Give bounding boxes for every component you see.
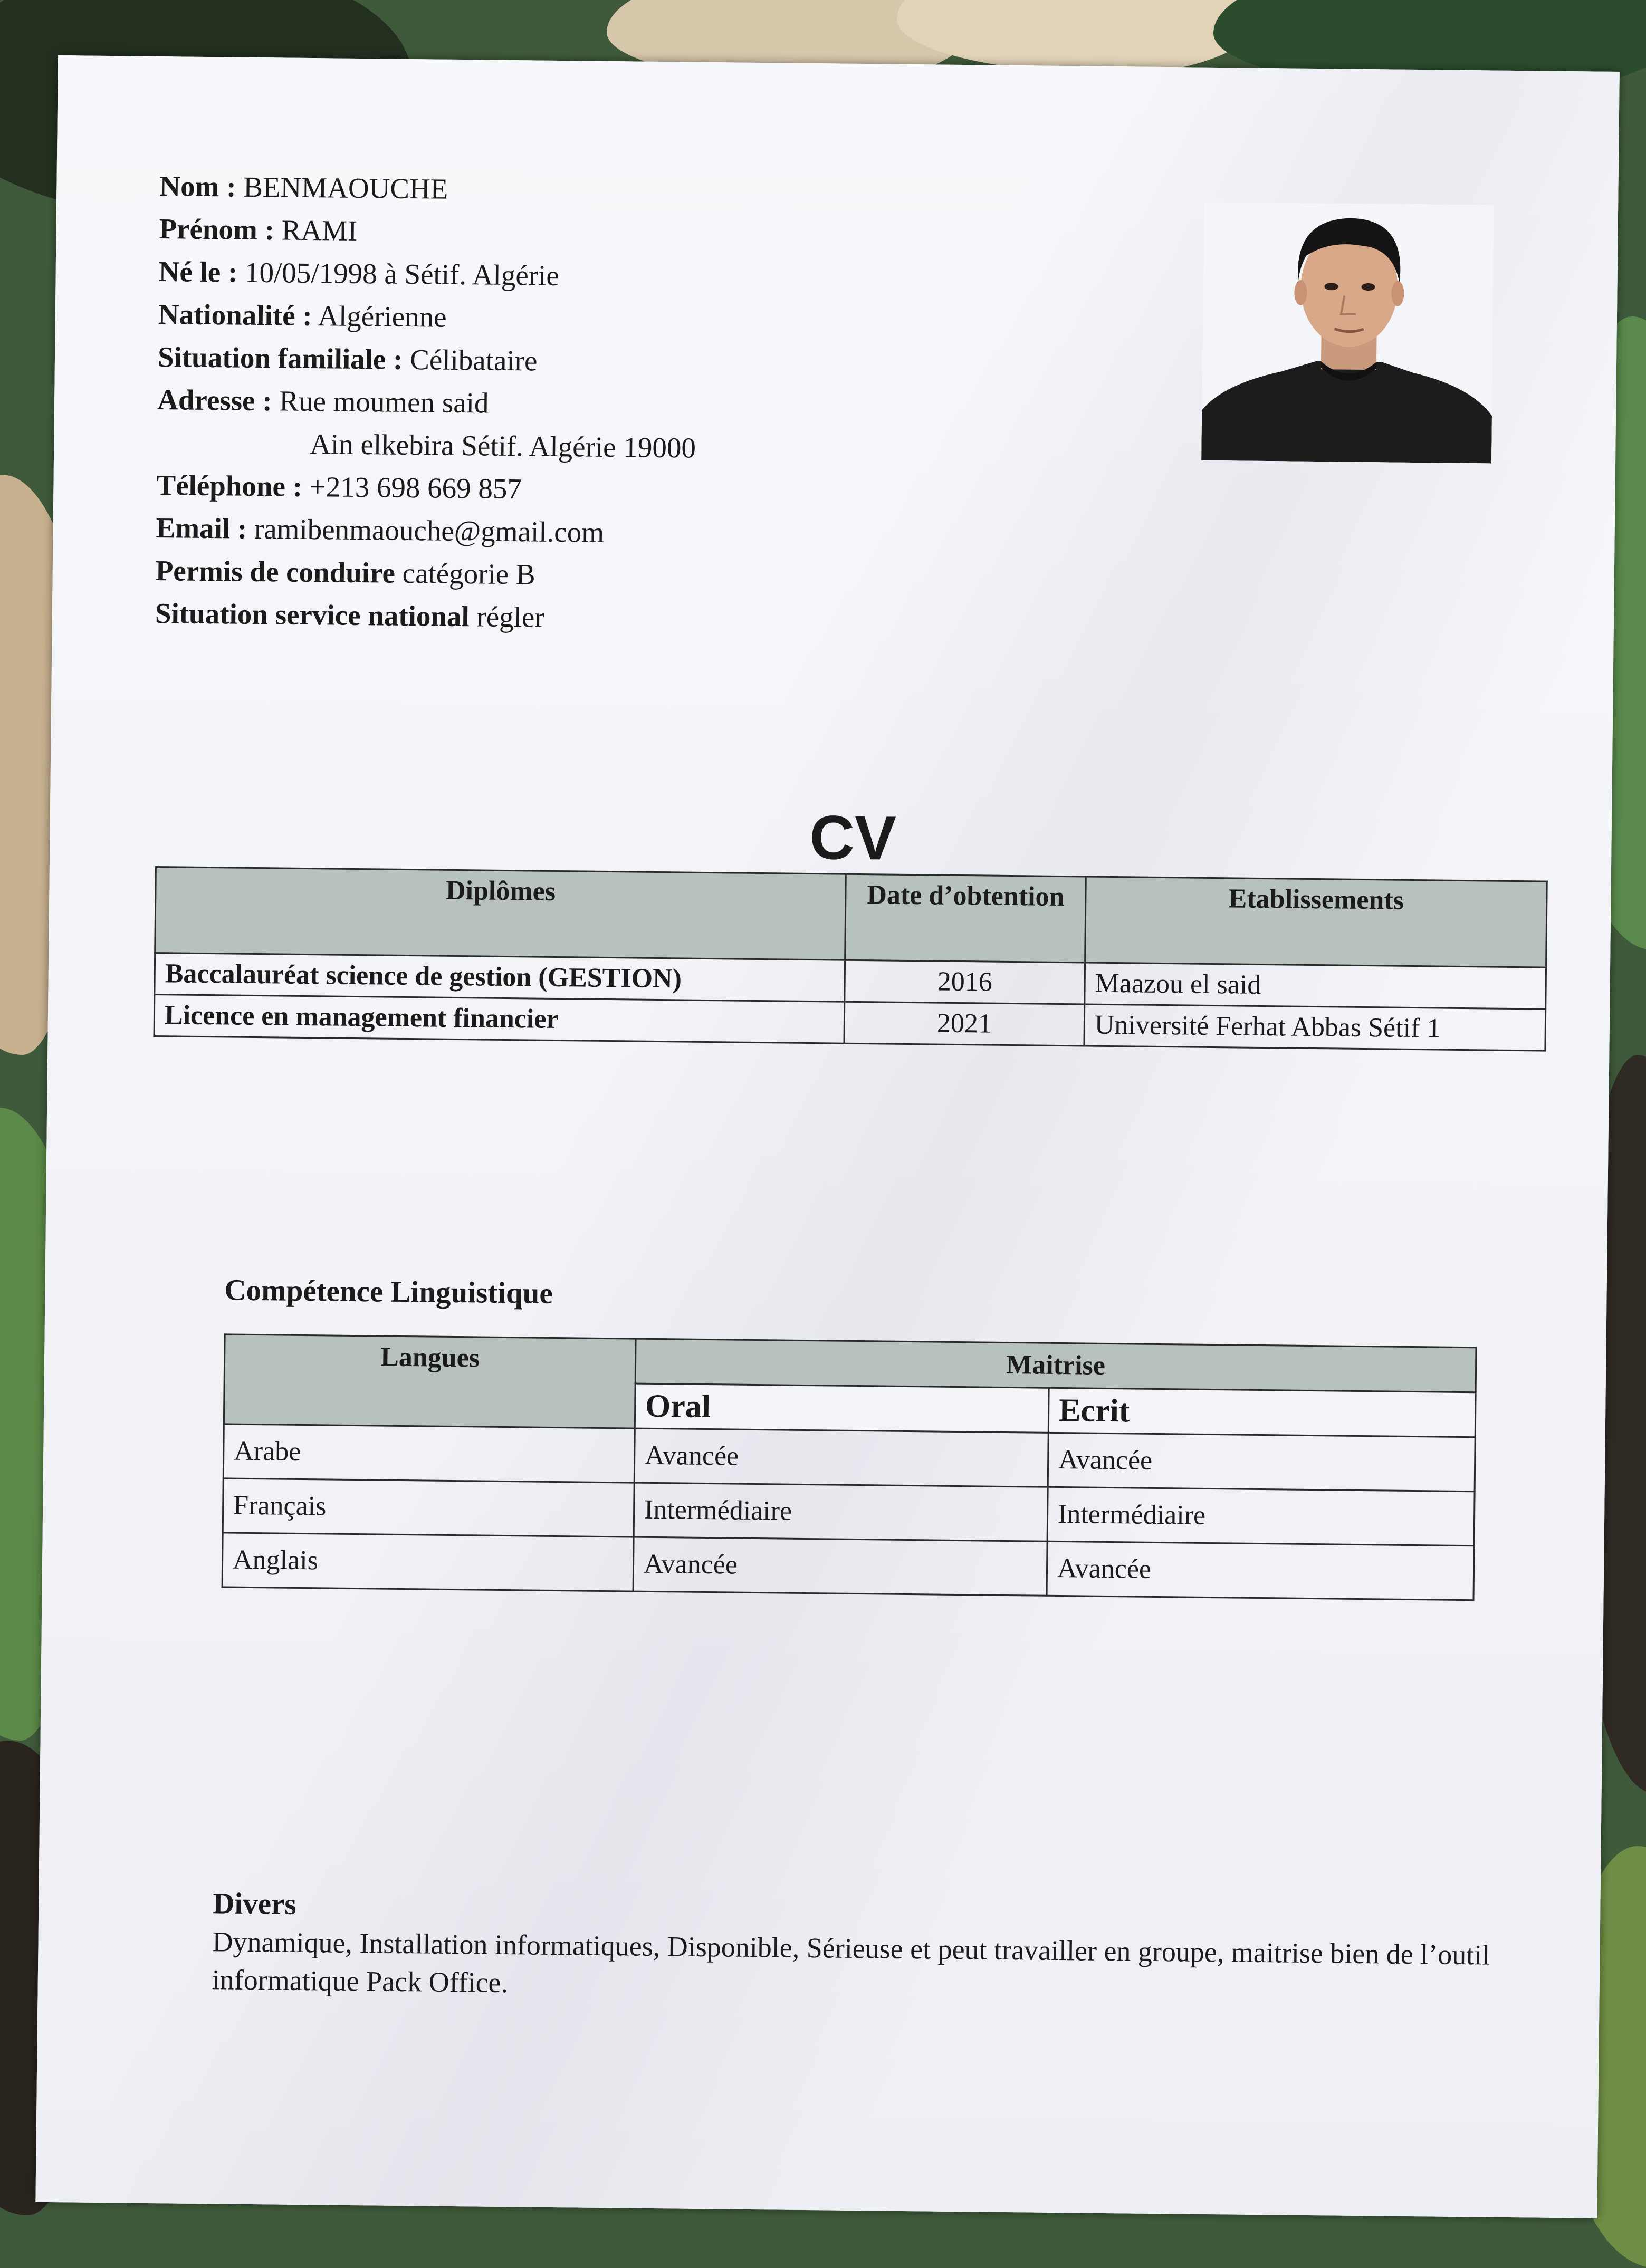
national-service-row <box>155 592 694 640</box>
birth-value: 10/05/1998 à Sétif. Algérie <box>244 256 560 292</box>
diploma-year: 2021 <box>844 1002 1085 1046</box>
divers-text: Dynamique, Installation informatiques, Disponible, Sérieuse et peut travailler en groupe, maitrise bien de l’outil informatique Pack Office. <box>212 1926 1490 1999</box>
portrait-photo <box>1201 202 1494 464</box>
language-written-level: Avancée <box>1048 1433 1475 1491</box>
family-status-row <box>158 335 697 384</box>
subheader-ecrit: Ecrit <box>1048 1388 1476 1437</box>
birth-row <box>158 250 697 299</box>
address-label: Adresse : <box>157 383 272 417</box>
language-name: Français <box>223 1478 634 1537</box>
subheader-oral: Oral <box>635 1383 1049 1433</box>
family-status-value: Célibataire <box>409 343 538 377</box>
header-etablissements: Etablissements <box>1085 877 1547 967</box>
phone-row <box>156 464 695 512</box>
nom-row <box>159 165 698 213</box>
address-line-2: Ain elkebira Sétif. Algérie 19000 <box>309 428 696 464</box>
diplomas-header-row <box>155 867 1547 968</box>
license-value: catégorie B <box>402 556 536 591</box>
nationality-row <box>158 293 697 341</box>
languages-header-row <box>224 1334 1476 1392</box>
birth-label: Né le : <box>158 255 238 289</box>
nom-label: Nom : <box>159 170 236 203</box>
diplomas-table <box>154 866 1548 1052</box>
language-written-level: Intermédiaire <box>1047 1487 1475 1545</box>
nationality-label: Nationalité : <box>158 298 312 332</box>
language-oral-level: Intermédiaire <box>634 1483 1048 1541</box>
language-name: Anglais <box>222 1533 634 1591</box>
personal-info-block <box>155 165 699 640</box>
email-row <box>156 506 695 555</box>
languages-table <box>222 1333 1477 1601</box>
prenom-row <box>159 207 698 256</box>
header-langues: Langues <box>224 1334 636 1428</box>
header-date-obtention: Date d’obtention <box>845 874 1086 963</box>
header-maitrise: Maitrise <box>635 1339 1476 1392</box>
phone-value: +213 698 669 857 <box>309 470 522 505</box>
phone-label: Téléphone : <box>156 468 303 503</box>
language-oral-level: Avancée <box>634 1428 1048 1487</box>
license-label: Permis de conduire <box>155 554 396 589</box>
prenom-label: Prénom : <box>159 213 275 246</box>
nom-value: BENMAOUCHE <box>243 170 448 205</box>
address-row <box>157 378 696 427</box>
national-service-label: Situation service national <box>155 597 470 633</box>
address-line-1: Rue moumen said <box>279 385 489 419</box>
diploma-year: 2016 <box>845 960 1085 1004</box>
diploma-name: Baccalauréat science de gestion (GESTION) <box>155 953 845 1002</box>
language-name: Arabe <box>223 1424 635 1483</box>
prenom-value: RAMI <box>281 214 358 247</box>
language-oral-level: Avancée <box>633 1537 1047 1596</box>
divers-title: Divers <box>212 1887 296 1921</box>
header-diplomes: Diplômes <box>155 867 846 960</box>
diploma-name: Licence en management financier <box>154 995 845 1044</box>
address-row-2 <box>157 421 696 469</box>
divers-section <box>212 1885 1505 2012</box>
email-label: Email : <box>156 511 247 545</box>
camouflage-patch <box>897 0 1266 74</box>
national-service-value: régler <box>476 600 545 633</box>
email-value: ramibenmaouche@gmail.com <box>254 512 605 549</box>
diploma-institution: Université Ferhat Abbas Sétif 1 <box>1084 1004 1546 1051</box>
language-written-level: Avancée <box>1047 1541 1474 1600</box>
family-status-label: Situation familiale : <box>157 341 403 376</box>
language-skills-title: Compétence Linguistique <box>224 1273 553 1310</box>
portrait-illustration <box>1201 202 1494 464</box>
cv-paper-sheet <box>35 55 1619 2218</box>
cv-title: CV <box>809 803 897 873</box>
diploma-institution: Maazou el said <box>1085 963 1546 1009</box>
nationality-value: Algérienne <box>318 300 447 333</box>
license-row <box>155 549 694 598</box>
